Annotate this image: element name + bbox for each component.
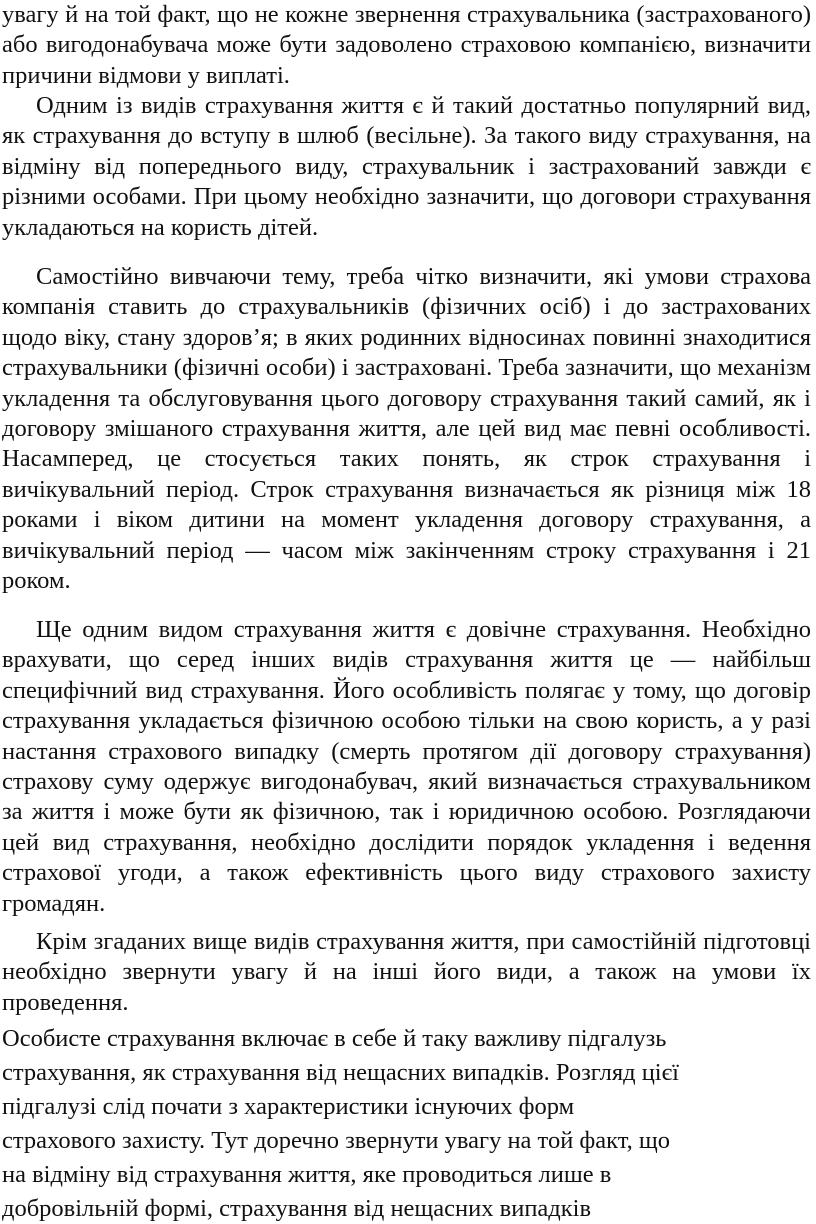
body-text	[2, 262, 811, 596]
text-line: страхового захисту. Тут доречно звернути увагу на той факт, що	[2, 1127, 670, 1154]
paragraph-lifelong-insurance: Ще одним видом страхування життя є довічне страхування. Необхідно врахувати, що серед інших видів страхування життя це — найбільш специфічний вид страхування. Його особливість полягає у тому, що договір страхування укладається фізичною особою тільки на свою користь, а у разі настання страхового випадку (смерть протягом дії договору страхування) страхову суму одержує вигодонабувач, який визначається страхувальником за життя і може бути як фізичною, так і юридичною особою. Розглядаючи цей вид страхування, необхідно дослідити порядок укладення і ведення страхової угоди, а також ефективність цього виду страхового захисту громадян.	[2, 616, 811, 917]
paragraph-self-study-terms: Самостійно вивчаючи тему, треба чітко визначити, які умови страхова компанія ставить до страхувальників (фізичних осіб) і до застрахованих щодо віку, стану здоров’я; в яких родинних відносинах повинні знаходитися страхувальники (фізичні особи) і застраховані. Треба зазначити, що механізм укладення та обслуговування цього договору страхування такий самий, як і договору змішаного страхування життя, але цей вид має певні особливості. Насамперед, це стосується таких понять, як строк страхування і вичікувальний період. Строк страхування визначається як різниця між 18 роками і віком дитини на момент укладення договору страхування, а вичікувальний період — часом між закінченням строку страхування і 21 роком.	[2, 263, 811, 595]
text-line: страхування, як страхування від нещасних випадків. Розгляд цієї	[2, 1059, 679, 1086]
paragraph-wedding-insurance: Одним із видів страхування життя є й такий достатньо популярний вид, як страхування до вступу в шлюб (весільне). За такого виду страхування, на відміну від попереднього виду, страхувальник і застрахований завжди є різними особами. При цьому необхідно зазначити, що договори страхування укладаються на користь дітей.	[2, 92, 811, 241]
paragraph-other-types: Крім згаданих вище видів страхування життя, при самостійній підготовці необхідно звернути увагу й на інші його види, а також на умови їх проведення.	[2, 928, 811, 1016]
text-line: на відміну від страхування життя, яке проводиться лише в	[2, 1161, 612, 1188]
text-line: Особисте страхування включає в себе й таку важливу підгалузь	[2, 1025, 667, 1052]
text-line: підгалузі слід почати з характеристики існуючих форм	[2, 1093, 575, 1120]
body-text	[2, 0, 811, 91]
accident-insurance-section	[2, 1022, 811, 1224]
body-text	[2, 91, 811, 243]
body-text	[2, 615, 811, 919]
body-text	[2, 927, 811, 1018]
paragraph-continuation: увагу й на той факт, що не кожне звернення страхувальника (застрахованого) або вигодонабувача може бути задоволено страховою компанією, визначити причини відмови у виплаті.	[2, 1, 811, 89]
text-line: добровільній формі, страхування від нещасних випадків	[2, 1195, 592, 1222]
